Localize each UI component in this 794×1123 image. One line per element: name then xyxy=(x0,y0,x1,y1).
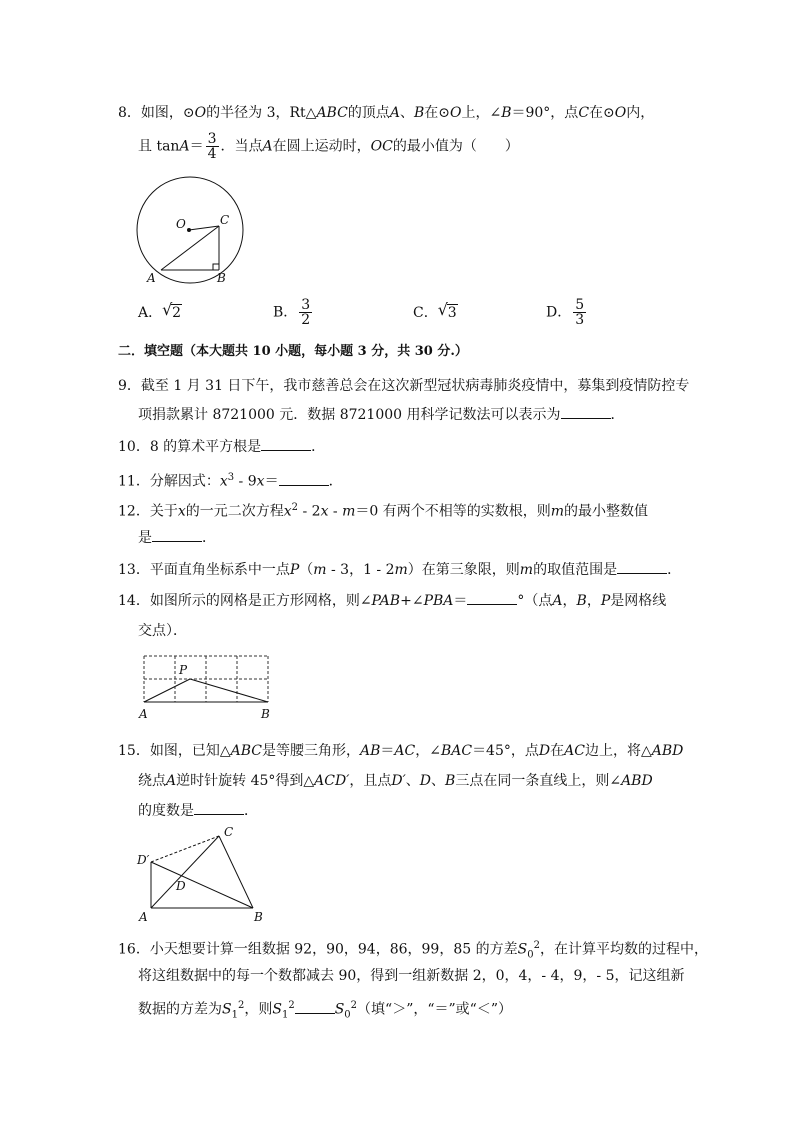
q8-label-O: O xyxy=(176,217,186,231)
q8-label-C: C xyxy=(220,213,230,227)
q8-label-A: A xyxy=(147,271,156,285)
q10-answer-blank xyxy=(261,450,311,451)
q14-grid-figure xyxy=(130,650,290,730)
q8-circle-figure xyxy=(130,175,250,290)
q8-label-B: B xyxy=(217,271,226,285)
q14-line2: 交点）． xyxy=(138,623,187,639)
q8-option-d: D． $\frac{5}{3}$ xyxy=(546,297,585,328)
q13-answer-blank xyxy=(617,573,667,574)
q10-line: 10．8 的算术平方根是 ． xyxy=(118,439,326,455)
q16-line2: 将这组数据中的每一个数都减去 90，得到一组新数据 2，0，4，- 4，9，- 5，记这组新 xyxy=(138,968,685,984)
q12-line2: 是 ． xyxy=(138,530,216,546)
q15-label-A: A xyxy=(139,910,148,924)
q9-line1: 9．截至 1 月 31 日下午，我市慈善总会在这次新型冠状病毒肺炎疫情中，募集到疫情防控专 xyxy=(118,378,690,394)
q15-label-D: D xyxy=(176,879,186,893)
q15-label-D1: D′ xyxy=(137,853,150,867)
q14-label-B: B xyxy=(261,707,270,721)
q15-segment-BC xyxy=(219,836,253,908)
q14-line1: 14．如图所示的网格是正方形网格，则∠PAB+∠PBA＝ °（点A，B，P是网格线 xyxy=(118,593,667,609)
q11-answer-blank xyxy=(279,485,329,486)
q15-line2: 绕点A逆时针旋转 45°得到△ACD′，且点D′、D、B三点在同一条直线上，则∠ABD xyxy=(138,773,653,789)
q8-option-b-fraction: $\frac{3}{2}$ xyxy=(301,297,311,328)
q8-option-a-radical: √ 2 xyxy=(162,300,182,321)
q15-line3: 的度数是 ． xyxy=(138,803,258,819)
q15-segment-D1B xyxy=(151,862,253,908)
q8-tan-fraction: $\frac{3}{4}$ xyxy=(207,131,217,162)
q12-line1: 12．关于x的一元二次方程$x^2 - 2x - m=0$ 有两个不相等的实数根，则m的最小整数值 xyxy=(118,502,649,520)
q15-segment-AC xyxy=(151,836,219,908)
q15-line1: 15．如图，已知△ABC是等腰三角形，AB＝AC，∠BAC＝45°，点D在AC边上，将△ABD xyxy=(118,743,684,759)
q8-option-a: A． √ 2 xyxy=(138,300,182,321)
q9-line2: 项捐款累计 8721000 元．数据 8721000 用科学记数法可以表示为 ． xyxy=(138,407,625,423)
q8-line1: 8．如图，⊙O的半径为 3，Rt△ABC的顶点A、B在⊙O上，∠B＝90°，点C在⊙O内， xyxy=(118,105,655,121)
q12-answer-blank xyxy=(152,541,202,542)
q14-segment-PA xyxy=(144,679,190,702)
q11-line: 11．分解因式：$x^3 - 9x=$ ． xyxy=(118,472,343,490)
q8-line2: 且 tanA＝ $\frac{3}{4}$ ．当点A在圆上运动时，OC的最小值为（ ） xyxy=(138,131,519,162)
q15-label-C: C xyxy=(224,825,234,839)
q15-label-B: B xyxy=(254,910,263,924)
q14-segment-PB xyxy=(190,679,268,702)
q14-label-P: P xyxy=(179,663,188,677)
q14-grid-lines xyxy=(144,656,268,702)
q9-answer-blank xyxy=(561,418,611,419)
q13-line: 13．平面直角坐标系中一点P（m - 3，1 - 2m）在第三象限，则m的取值范围是 ． xyxy=(118,562,682,578)
q16-line1: 16．小天想要计算一组数据 92，90，94，86，99，85 的方差$S_0^2$，在计算平均数的过程中， xyxy=(118,940,708,961)
q14-answer-blank xyxy=(467,604,517,605)
q8-option-b: B． $\frac{3}{2}$ xyxy=(273,297,311,328)
q8-center-dot xyxy=(187,228,191,232)
q8-option-c: C． √ 3 xyxy=(413,300,457,321)
q8-right-angle-mark xyxy=(213,264,219,270)
q15-triangle-figure xyxy=(130,820,280,925)
q16-answer-blank xyxy=(295,1013,335,1014)
q8-segment-AC xyxy=(161,226,219,270)
q15-answer-blank xyxy=(194,814,244,815)
section2-heading: 二．填空题（本大题共 10 小题，每小题 3 分，共 30 分.） xyxy=(118,344,468,359)
q15-dashed-D1C xyxy=(151,836,219,862)
q8-option-d-fraction: $\frac{5}{3}$ xyxy=(575,297,585,328)
q14-label-A: A xyxy=(139,707,148,721)
q16-line3: 数据的方差为$S_1^2$，则$S_1^2$ $S_0^2$（填“＞”，“＝”或“＜”） xyxy=(138,1000,512,1021)
q8-number: 8． xyxy=(118,105,141,121)
q8-option-c-radical: √ 3 xyxy=(437,300,457,321)
